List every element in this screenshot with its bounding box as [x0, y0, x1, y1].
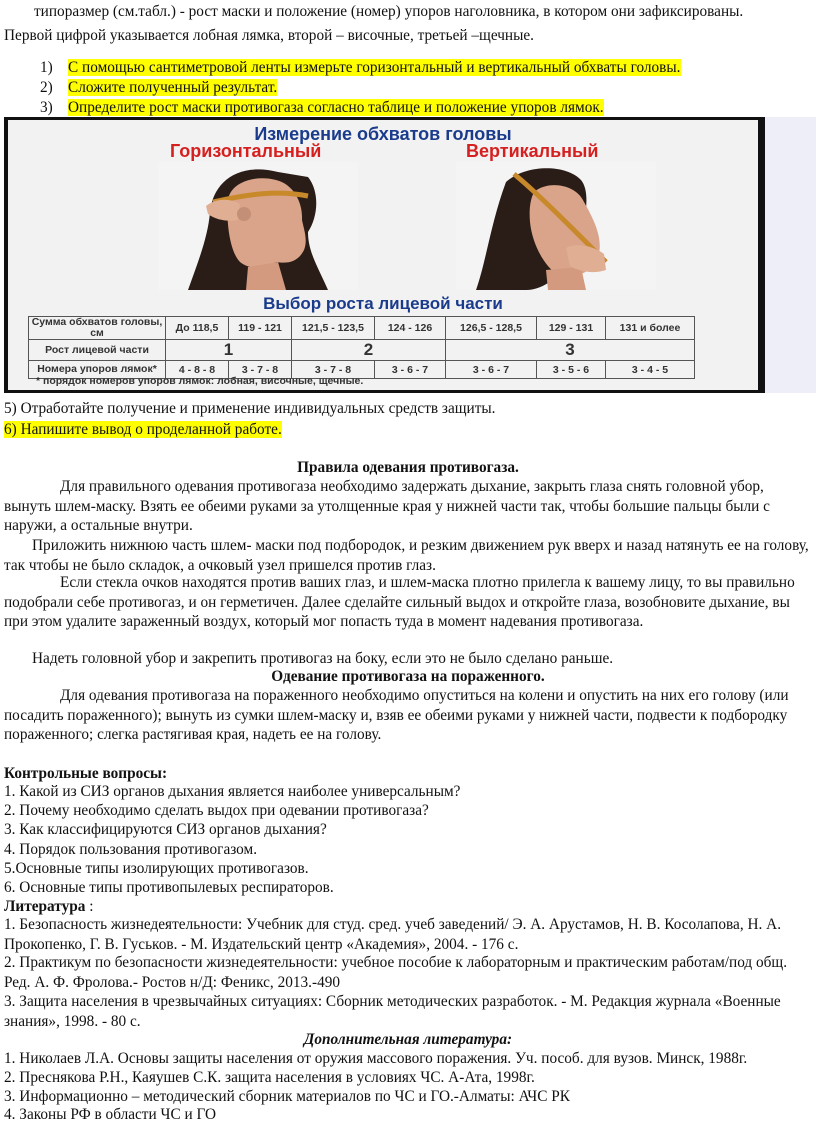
row-label-stops: Номера упоров лямок* [29, 361, 166, 379]
step-number: 3) [40, 99, 53, 116]
list-item [40, 78, 681, 98]
step-text: Определите рост маски противогаза согласно таблице и положение упоров лямок. [68, 99, 604, 116]
range-cell: 119 - 121 [229, 317, 292, 340]
mask-size-table [28, 316, 695, 379]
steps-list [40, 58, 681, 118]
range-cell: 131 и более [606, 317, 695, 340]
step-text: Сложите полученный результат. [68, 79, 278, 96]
table-row [29, 317, 695, 340]
literature-item: 1. Безопасность жизнедеятельности: Учебник для студ. сред. учеб заведений/ Э. А. Арустамов, Н. В. Косолапова, Н. А. Прокопенко, Г. В. Гуськов. - М. Издательский центр «Академия», 2004. - 176 с. [4, 916, 782, 953]
figure-panel [8, 120, 758, 390]
size-cell: 3 [446, 340, 695, 361]
additional-literature-item: 3. Информационно – методический сборник материалов по ЧС и ГО.-Алматы: АЧС РК [4, 1088, 570, 1105]
question-item: 6. Основные типы противопылевых респираторов. [4, 879, 334, 896]
injured-heading: Одевание противогаза на пораженного. [271, 668, 545, 685]
step-5: 5) Отработайте получение и применение индивидуальных средств защиты. [4, 400, 496, 417]
intro-line-2: Первой цифрой указывается лобная лямка, второй – височные, третьей –щечные. [4, 27, 534, 44]
question-item: 3. Как классифицируются СИЗ органов дыхания? [4, 821, 327, 838]
rules-paragraph-2: Приложить нижнюю часть шлем- маски под подбородок, и резким движением рук вверх и назад натянуть ее на голову, так чтобы не было складок, а очковый узел пришелся против глаз. [4, 537, 809, 574]
size-cell: 2 [292, 340, 446, 361]
questions-heading: Контрольные вопросы: [4, 765, 168, 782]
figure-subtitle: Выбор роста лицевой части [263, 294, 503, 313]
vertical-heading: Вертикальный [466, 141, 599, 161]
range-cell: 129 - 131 [537, 317, 606, 340]
figure-side-background [764, 117, 816, 393]
question-item: 2. Почему необходимо сделать выдох при одевании противогаза? [4, 802, 429, 819]
injured-paragraph: Для одевания противогаза на пораженного необходимо опуститься на колени и опустить на них его голову (или посадить пораженного); вынуть из сумки шлем-маску и, взяв ее обеими руками у нижней части, подвести к подбородку пораженного; слегка растягивая края, надеть ее на голову. [4, 687, 789, 743]
literature-colon: : [85, 898, 94, 915]
range-cell: 124 - 126 [375, 317, 446, 340]
stops-cell: 3 - 5 - 6 [537, 361, 606, 379]
stops-cell: 3 - 7 - 8 [292, 361, 375, 379]
head-measurement-figure [4, 117, 765, 393]
figure-footnote: * порядок номеров упоров лямок: лобная, височные, щечные. [36, 375, 364, 387]
additional-literature-item: 1. Николаев Л.А. Основы защиты населения от оружия массового поражения. Уч. пособ. для вузов. Минск, 1988г. [4, 1050, 748, 1067]
list-item [40, 58, 681, 78]
step-6: 6) Напишите вывод о проделанной работе. [4, 421, 282, 438]
literature-item: 2. Практикум по безопасности жизнедеятельности: учебное пособие к лабораторным и практическим работам/под общ. Ред. А. Ф. Фролова.- Ростов н/Д: Феникс, 2013.-490 [4, 954, 788, 991]
stops-cell: 3 - 4 - 5 [606, 361, 695, 379]
intro-line-1: типоразмер (см.табл.) - рост маски и положение (номер) упоров наголовника, в котором они зафиксированы. [34, 3, 744, 20]
question-item: 1. Какой из СИЗ органов дыхания является наиболее универсальным? [4, 783, 461, 800]
rules-paragraph-3: Если стекла очков находятся против ваших глаз, и шлем-маска плотно прилегла к вашему лицу, то вы правильно подобрали себе противогаз, и он герметичен. Далее сделайте сильный выдох и откройте глаза, возобновите дыхание, вы при этом удалите зараженный воздух, который мог попасть туда в момент надевания противогаза. [4, 574, 795, 630]
step-number: 1) [40, 59, 53, 76]
row-label-mask-size: Рост лицевой части [29, 340, 166, 361]
row-label-head-sum: Сумма обхватов головы, см [29, 317, 166, 340]
question-item: 4. Порядок пользования противогазом. [4, 841, 258, 858]
vertical-measurement-photo [456, 162, 656, 290]
step-number: 2) [40, 79, 53, 96]
range-cell: 126,5 - 128,5 [446, 317, 537, 340]
step-text: С помощью сантиметровой ленты измерьте горизонтальный и вертикальный обхваты головы. [68, 59, 681, 76]
range-cell: До 118,5 [166, 317, 229, 340]
literature-item: 3. Защита населения в чрезвычайных ситуациях: Сборник методических разработок. - М. Редакция журнала «Военные знания», 1998. - 80 с. [4, 993, 781, 1030]
range-cell: 121,5 - 123,5 [292, 317, 375, 340]
horizontal-heading: Горизонтальный [170, 141, 322, 161]
horizontal-measurement-photo [158, 162, 358, 290]
literature-heading: Литература [4, 898, 86, 915]
figure-title: Измерение обхватов головы [254, 124, 512, 144]
table-row [29, 340, 695, 361]
rules-paragraph-4: Надеть головной убор и закрепить противогаз на боку, если это не было сделано раньше. [32, 650, 614, 667]
list-item [40, 98, 681, 118]
stops-cell: 4 - 8 - 8 [166, 361, 229, 379]
stops-cell: 3 - 7 - 8 [229, 361, 292, 379]
rules-paragraph-1: Для правильного одевания противогаза необходимо задержать дыхание, закрыть глаза снять головной убор, вынуть шлем-маску. Взять ее обеими руками за утолщенные края у нижней части так, чтобы большие пальцы были с наружи, а остальные внутри. [4, 478, 770, 534]
additional-literature-item: 4. Законы РФ в области ЧС и ГО [4, 1106, 216, 1123]
rules-heading: Правила одевания противогаза. [297, 459, 519, 476]
question-item: 5.Основные типы изолирующих противогазов. [4, 860, 309, 877]
stops-cell: 3 - 6 - 7 [375, 361, 446, 379]
additional-literature-item: 2. Преснякова Р.Н., Каяушев С.К. защита населения в условиях ЧС. А-Ата, 1998г. [4, 1069, 535, 1086]
stops-cell: 3 - 6 - 7 [446, 361, 537, 379]
size-cell: 1 [166, 340, 292, 361]
additional-literature-heading: Дополнительная литература: [303, 1031, 513, 1048]
